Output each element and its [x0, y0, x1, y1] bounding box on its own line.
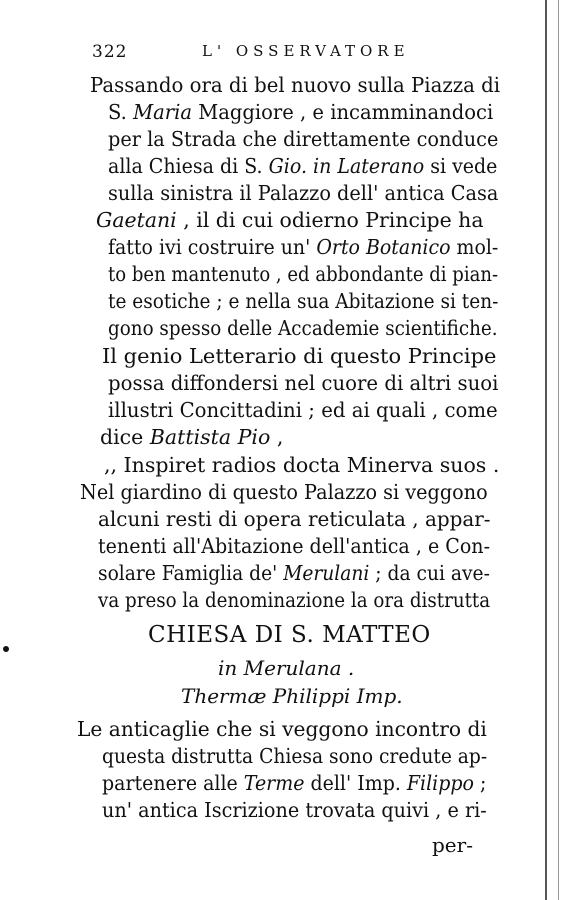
- text-segment: ;: [473, 771, 487, 795]
- para1-line: [108, 99, 493, 125]
- para2-line: [98, 560, 490, 586]
- text-segment: solare Famiglia de': [98, 561, 284, 585]
- para3-line: [77, 716, 487, 742]
- text-segment: va preso la denominazione la ora distrutta: [98, 588, 491, 612]
- section-subtitle: Thermæ Philippi Imp.: [181, 684, 403, 708]
- text-segment: un' antica Iscrizione trovata quivi , e ri-: [102, 798, 487, 822]
- page-edge: [545, 0, 547, 900]
- running-title: L' OSSERVATORE: [202, 42, 410, 60]
- para1-line: [108, 370, 498, 396]
- italic-text: Battista Pio: [149, 425, 271, 449]
- page-number: 322: [92, 42, 128, 62]
- text-segment: per la Strada che direttamente conduce: [108, 127, 499, 151]
- para1-line: [90, 72, 500, 98]
- catchword: per-: [432, 833, 473, 857]
- margin-mark: [3, 646, 9, 652]
- text-segment: si vede: [424, 154, 498, 178]
- italic-text: Merulani: [283, 561, 370, 585]
- text-segment: Maggiore , e incamminandoci: [192, 100, 494, 124]
- latin-quote: ,, Inspiret radios docta Minerva suos .: [104, 453, 500, 477]
- text-segment: sulla sinistra il Palazzo dell' antica Casa: [108, 181, 499, 205]
- italic-text: Gio. in Laterano: [268, 154, 425, 178]
- text-segment: possa diffondersi nel cuore di altri suoi: [108, 371, 499, 395]
- text-segment: ,: [270, 425, 284, 449]
- text-segment: mol-: [450, 235, 499, 259]
- para1-line: [108, 180, 498, 206]
- text-segment: partenere alle: [102, 771, 244, 795]
- text-segment: , il di cui odierno Principe ha: [176, 208, 484, 232]
- para3-line: [102, 797, 487, 823]
- text-segment: questa distrutta Chiesa sono credute ap-: [102, 744, 488, 768]
- para1-line: [100, 424, 283, 450]
- section-heading: CHIESA DI S. MATTEO: [148, 622, 431, 648]
- page-edge-outer: [558, 0, 559, 900]
- text-segment: gono spesso delle Accademie scientifiche.: [108, 316, 498, 340]
- italic-text: Terme: [243, 771, 305, 795]
- para1-line: [96, 207, 484, 233]
- italic-text: Gaetani: [96, 208, 177, 232]
- para1-line: [108, 153, 497, 179]
- text-segment: alcuni resti di opera reticulata , appar-: [98, 507, 491, 531]
- text-segment: Il genio Letterario di questo Principe: [102, 344, 497, 368]
- text-segment: to ben mantenuto , ed abbondante di pian-: [108, 262, 499, 286]
- para1-line: [108, 234, 498, 260]
- text-segment: tenenti all'Abitazione dell'antica , e Con-: [98, 534, 491, 558]
- para1-line: [108, 261, 498, 287]
- para3-line: [102, 770, 486, 796]
- text-segment: Nel giardino di questo Palazzo si veggono: [80, 480, 488, 504]
- section-subheading: in Merulana .: [218, 656, 355, 680]
- text-segment: illustri Concittadini ; ed ai quali , come: [108, 398, 498, 422]
- para3-line: [102, 743, 487, 769]
- para2-line: [98, 533, 490, 559]
- italic-text: Maria: [133, 100, 193, 124]
- text-segment: S.: [108, 100, 134, 124]
- text-segment: fatto ivi costruire un': [108, 235, 317, 259]
- text-segment: alla Chiesa di S.: [108, 154, 269, 178]
- para2-line: [98, 506, 491, 532]
- para2-line: [98, 587, 490, 613]
- italic-text: Filippo: [406, 771, 474, 795]
- text-segment: te esotiche ; e nella sua Abitazione si ten-: [108, 289, 499, 313]
- text-segment: dell' Imp.: [304, 771, 407, 795]
- italic-text: Orto Botanico: [316, 235, 451, 259]
- para1-line: [102, 343, 496, 369]
- para1-line: [108, 397, 498, 423]
- para1-line: [108, 288, 498, 314]
- page-header: [92, 42, 512, 68]
- text-segment: Le anticaglie che si veggono incontro di: [77, 717, 487, 741]
- para1-line: [108, 126, 498, 152]
- para1-line: [108, 315, 498, 341]
- text-segment: Passando ora di bel nuovo sulla Piazza di: [90, 73, 501, 97]
- text-segment: dice: [100, 425, 150, 449]
- text-segment: ; da cui ave-: [369, 561, 490, 585]
- para2-line: [80, 479, 488, 505]
